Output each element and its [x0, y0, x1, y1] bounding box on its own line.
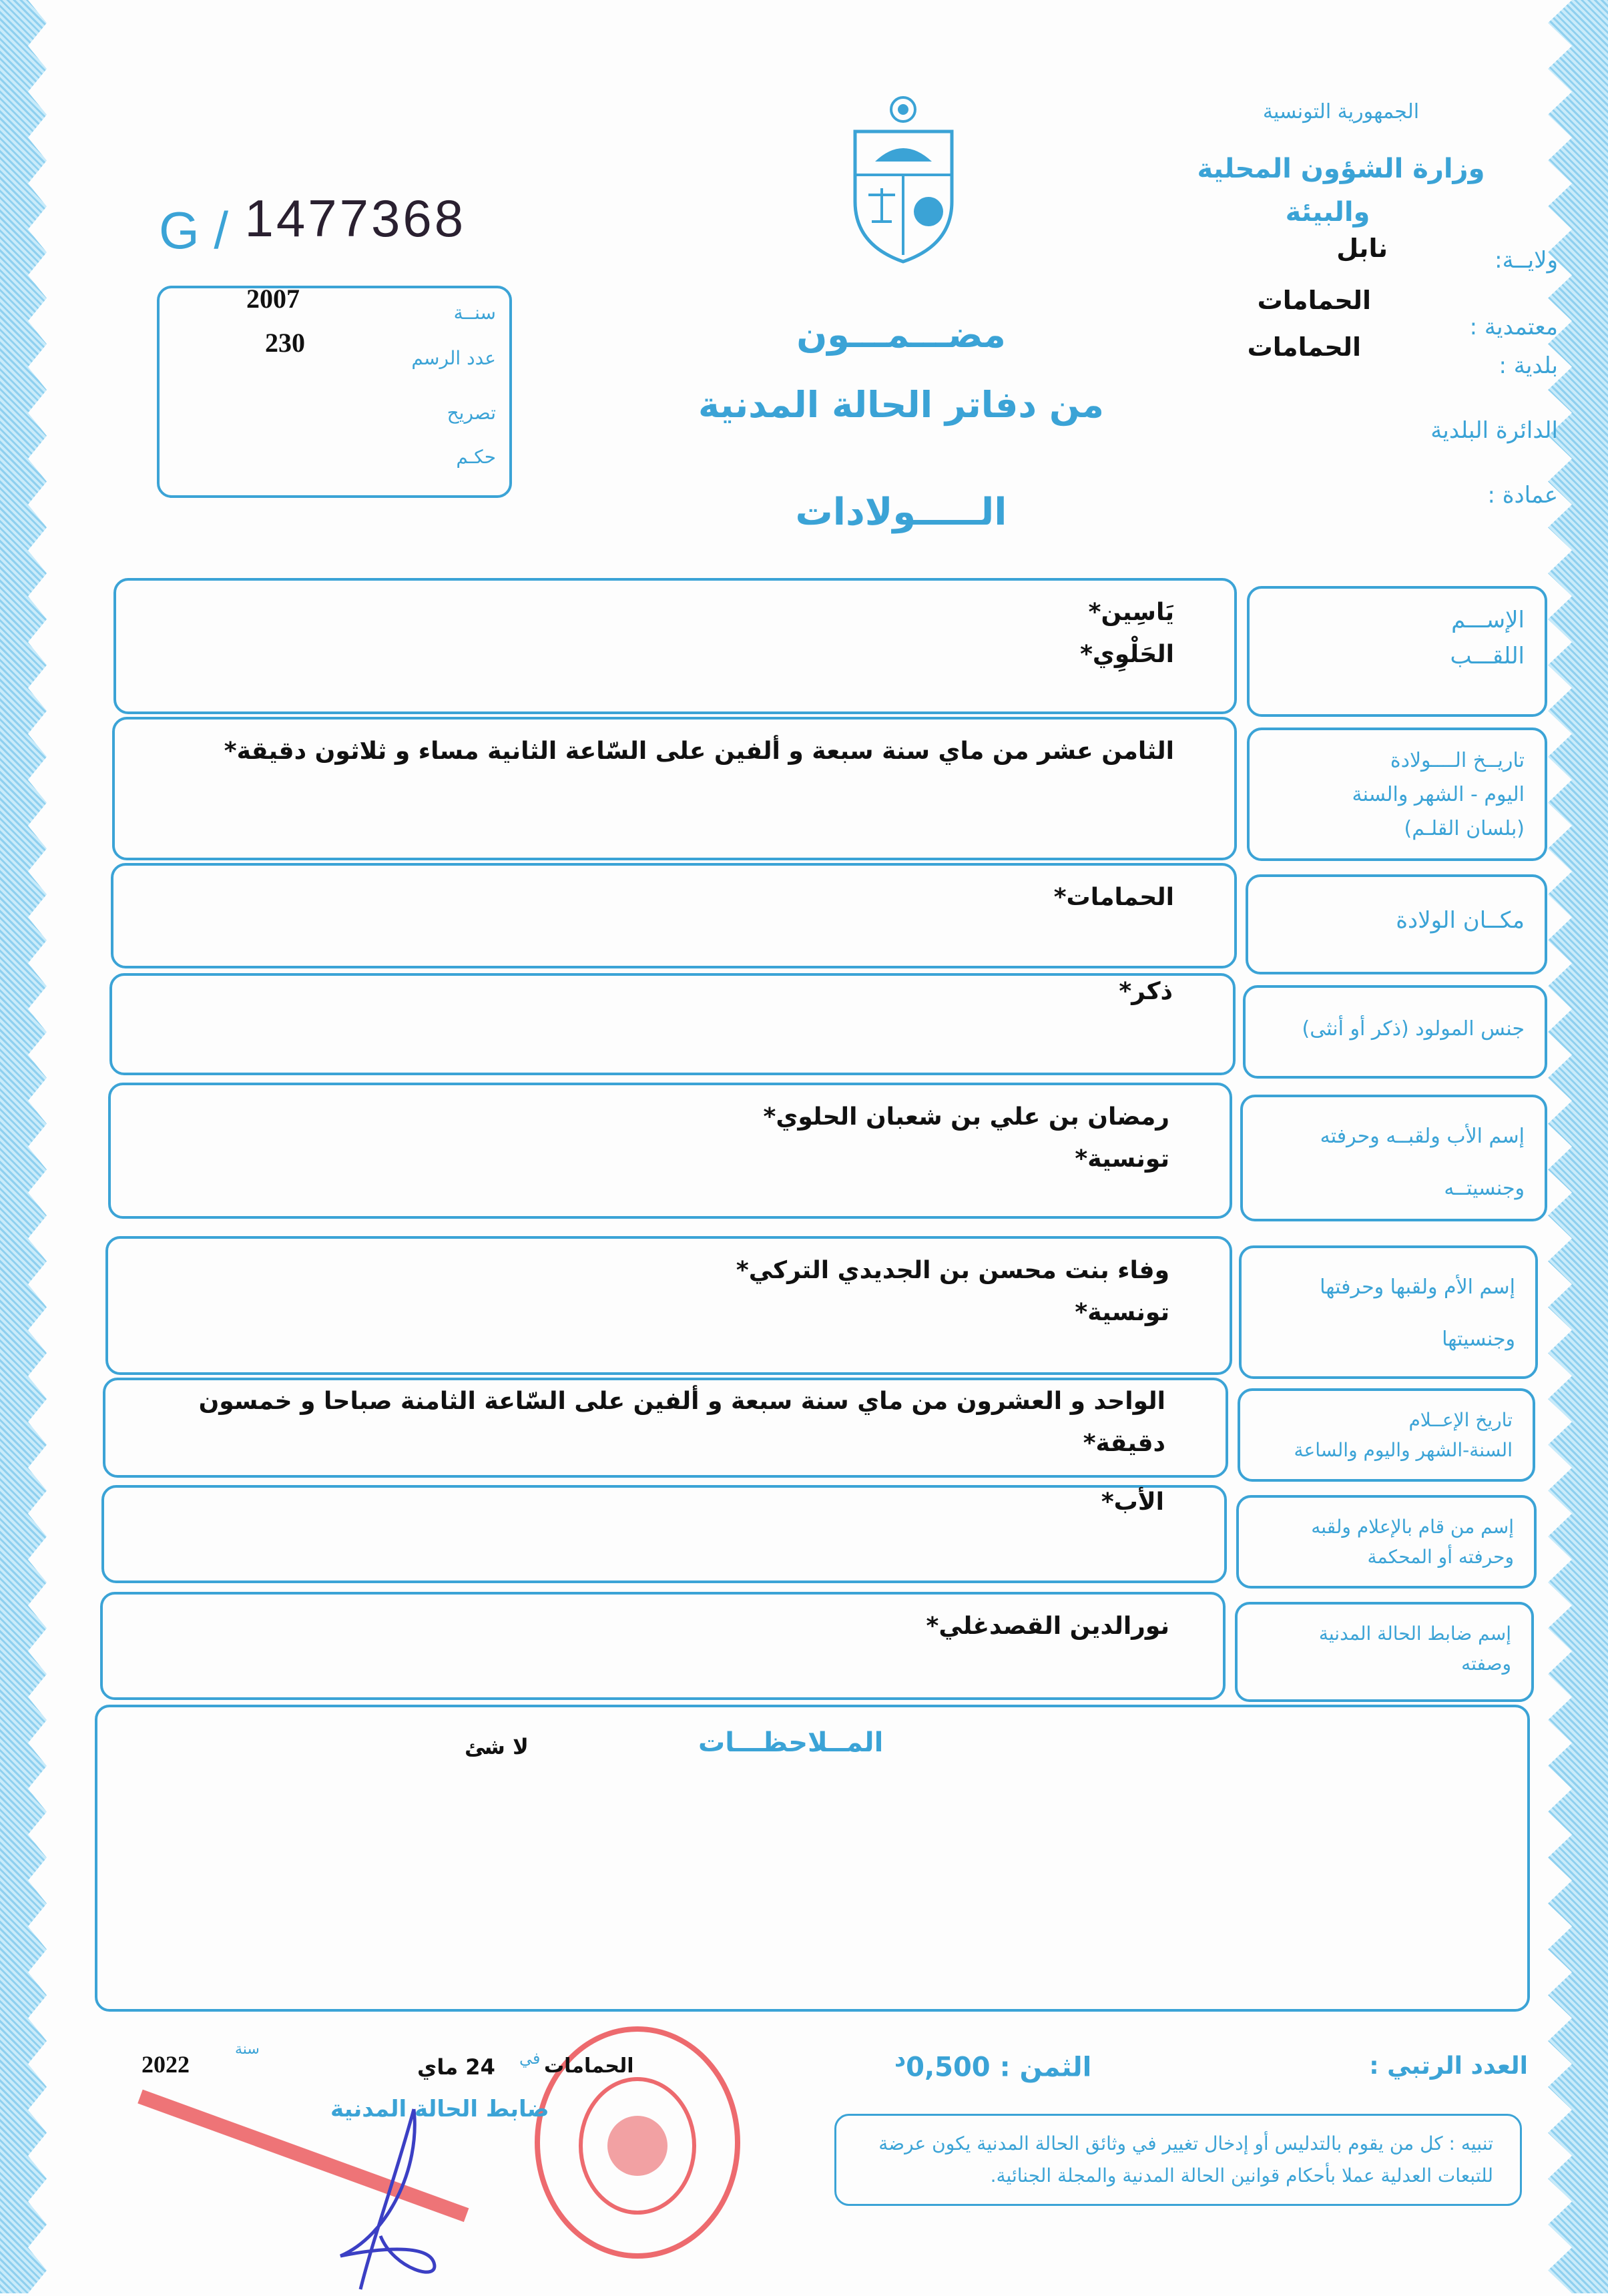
decorative-border-right — [1548, 0, 1608, 2293]
mother-label: إسم الأم ولقبها وحرفتها — [1320, 1275, 1515, 1299]
serial-value: 1477368 — [244, 189, 467, 248]
declarant-sublabel: وحرفته أو المحكمة — [1367, 1545, 1514, 1568]
declaration-label: تصريح — [447, 402, 496, 424]
father-nationality-value: تونسية* — [1075, 1145, 1169, 1173]
birth-date-label: تاريــخ الــــولادة — [1390, 749, 1525, 772]
declaration-date-label: تاريخ الإعــلام — [1408, 1409, 1513, 1431]
municipal-district-label: الدائرة البلدية — [1430, 417, 1558, 444]
first-name-value: يَاسِين* — [1088, 599, 1174, 626]
in-label: في — [519, 2049, 541, 2068]
officer-value-box — [100, 1592, 1226, 1700]
delegation-label: معتمدية : — [1469, 314, 1558, 340]
governorate-value: نابل — [1336, 234, 1388, 263]
name-value-box — [113, 578, 1237, 714]
first-name-label: الإســـم — [1451, 607, 1525, 633]
sex-label-box — [1243, 985, 1547, 1079]
serial-prefix: G / — [159, 201, 229, 260]
delegation-value: الحمامات — [1257, 286, 1371, 315]
notes-box — [95, 1705, 1530, 2012]
sex-value: ذكر* — [1119, 978, 1173, 1005]
title-registers: من دفاتر الحالة المدنية — [698, 384, 1104, 426]
officer-label: إسم ضابط الحالة المدنية — [1318, 1623, 1511, 1645]
notes-value: لا شئ — [465, 1734, 529, 1759]
mother-name-value: وفاء بنت محسن بن الجديدي التركي* — [736, 1257, 1169, 1284]
municipality-label: بلدية : — [1499, 352, 1558, 379]
name-label-box — [1247, 586, 1547, 717]
price-value: 0,500 — [906, 2052, 991, 2083]
father-label: إسم الأب ولقبــه وحرفته — [1320, 1125, 1525, 1148]
declaration-date-sublabel: السنة-الشهر واليوم والساعة — [1294, 1438, 1513, 1461]
birth-date-value: الثامن عشر من ماي سنة سبعة و ألفين على السّاعة الثانية مساء و ثلاثون دقيقة* — [224, 738, 1174, 765]
year-label: سنــة — [453, 302, 496, 324]
officer-sublabel: وصفته — [1461, 1652, 1511, 1675]
warning-text: تنبيه : كل من يقوم بالتدليس أو إدخال تغيير في وثائق الحالة المدنية يكون عرضة للتبعات العدلية عملا بأحكام قوانين الحالة المدنية والمجلة الجنائية. — [878, 2132, 1493, 2187]
signature-icon — [314, 2102, 447, 2296]
title-extract: مضـــمـــون — [796, 314, 1006, 356]
birth-place-value: الحمامات* — [1053, 884, 1174, 911]
sex-label: جنس المولود (ذكر أو أنثى) — [1302, 1017, 1525, 1041]
judgment-label: حكـم — [456, 446, 496, 468]
section-births: الـــــولادات — [795, 491, 1007, 534]
tunisia-coat-of-arms-icon — [848, 95, 959, 265]
issue-year-label: سنة — [235, 2041, 260, 2058]
declarant-value-box — [101, 1485, 1227, 1583]
serial-number — [159, 189, 467, 261]
price — [894, 2046, 1091, 2082]
declaration-date-value-box — [103, 1378, 1228, 1478]
record-year: 2007 — [246, 284, 300, 314]
ministry-line1: وزارة الشؤون المحلية — [1197, 154, 1485, 184]
birth-date-note: (بلسان القلـم) — [1404, 817, 1525, 840]
currency-symbol: د — [894, 2046, 906, 2072]
mother-value-box — [105, 1236, 1232, 1375]
last-name-label: اللقـــب — [1450, 643, 1525, 670]
governorate-label: ولايــة: — [1495, 247, 1558, 274]
declarant-label: إسم من قام بالإعلام ولقبه — [1311, 1516, 1514, 1538]
officer-value: نورالدين القصدغلي* — [926, 1613, 1169, 1640]
municipality-value: الحمامات — [1247, 332, 1361, 362]
birth-place-value-box — [111, 863, 1237, 968]
record-info-box — [157, 286, 512, 498]
sex-value-box — [109, 973, 1236, 1075]
declarant-value: الأب* — [1101, 1488, 1164, 1516]
decorative-border-left — [0, 0, 47, 2293]
notes-label: المــلاحظـــات — [698, 1727, 884, 1758]
record-number-label: عدد الرسم — [411, 347, 496, 369]
birth-date-sublabel: اليوم - الشهر والسنة — [1352, 783, 1525, 806]
father-value-box — [108, 1083, 1232, 1219]
father-name-value: رمضان بن علي بن شعبان الحلوي* — [763, 1103, 1169, 1131]
father-nationality-label: وجنسيتــه — [1444, 1177, 1525, 1200]
declaration-date-value: الواحد و العشرون من ماي سنة سبعة و ألفين على السّاعة الثامنة صباحا و خمسون دقيقة* — [198, 1388, 1165, 1457]
issue-year: 2022 — [142, 2051, 190, 2078]
warning-box — [834, 2114, 1522, 2206]
birth-date-value-box — [112, 717, 1237, 860]
birth-place-label-box — [1246, 874, 1547, 974]
father-label-box — [1240, 1095, 1547, 1221]
ministry-line2: والبيئة — [1285, 197, 1370, 228]
serial-order-label: العدد الرتبي : — [1369, 2052, 1528, 2080]
declaration-date-label-box — [1238, 1388, 1535, 1482]
mother-label-box — [1239, 1245, 1538, 1379]
birth-place-label: مكــان الولادة — [1396, 907, 1525, 934]
declarant-label-box — [1236, 1495, 1537, 1589]
last-name-value: الحَلْوِي* — [1080, 641, 1174, 668]
issue-place: الحمامات — [544, 2054, 634, 2078]
issue-date: 24 ماي — [417, 2054, 495, 2080]
mother-nationality-value: تونسية* — [1075, 1299, 1169, 1326]
record-number: 230 — [265, 328, 305, 358]
republic-name: الجمهورية التونسية — [1262, 100, 1420, 123]
price-label: الثمن : — [999, 2052, 1092, 2083]
sector-label: عمادة : — [1487, 482, 1558, 509]
officer-signature-label: ضابط الحالة المدنية — [330, 2096, 549, 2122]
mother-nationality-label: وجنسيتها — [1442, 1328, 1515, 1351]
birth-date-label-box — [1247, 728, 1547, 861]
officer-label-box — [1235, 1602, 1534, 1702]
